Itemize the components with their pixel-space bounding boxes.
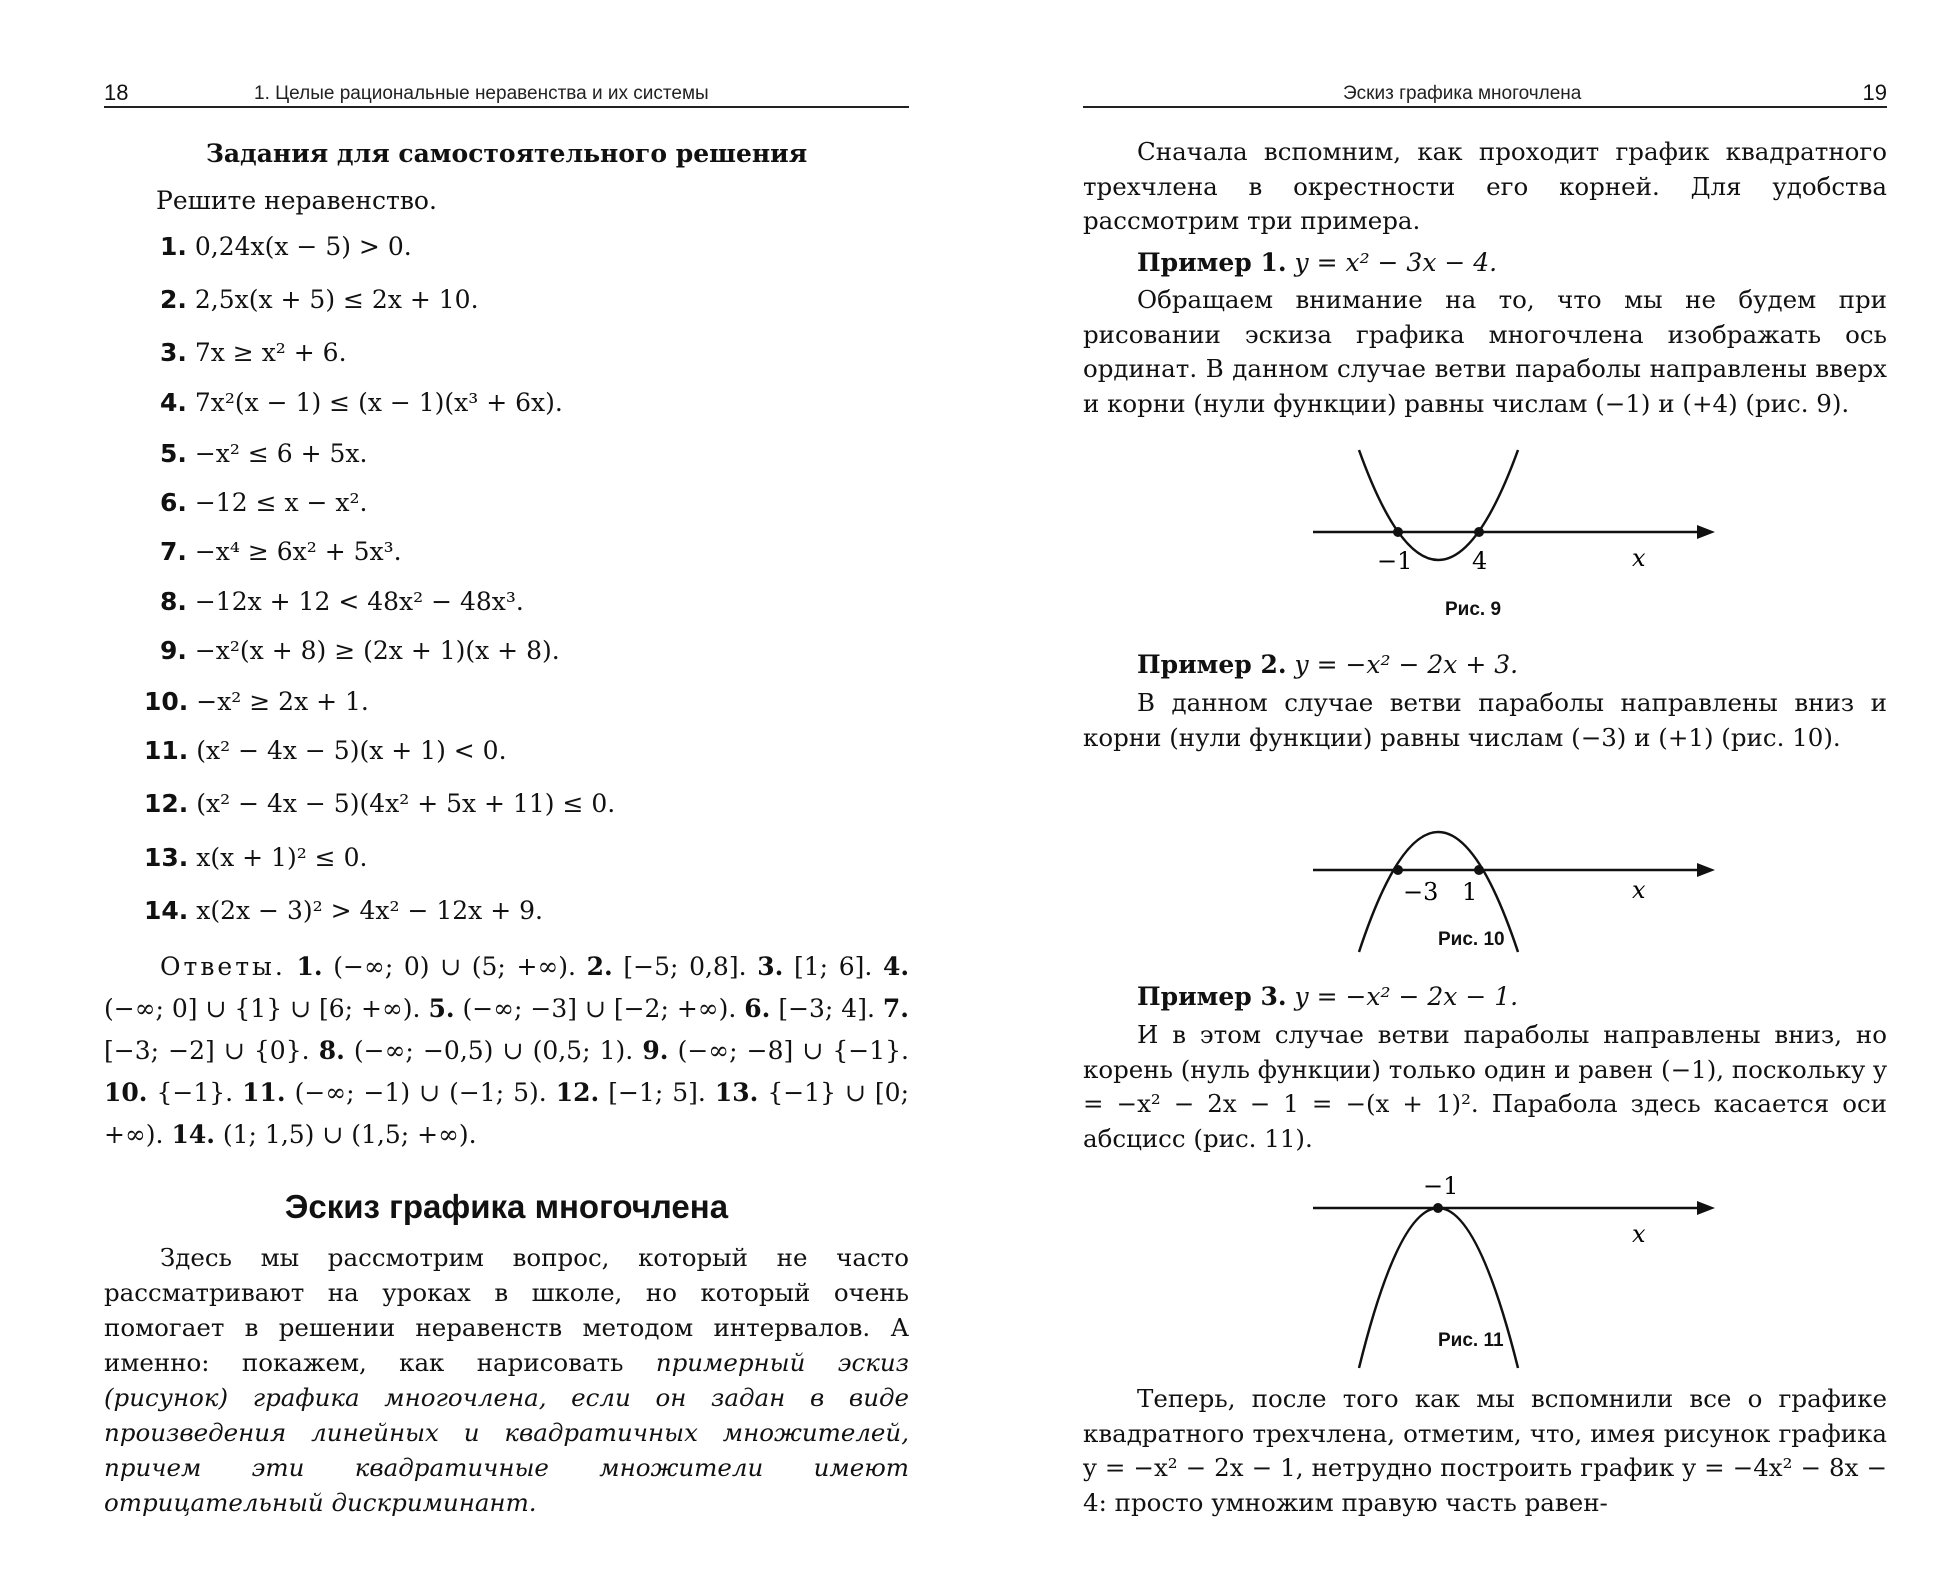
example-2-paragraph: В данном случае ветви параболы направлены вниз и корни (нули функции) равны числам (−3) и (+1) (рис. 10). [1083, 688, 1887, 752]
problem-item: 12. (x² − 4x − 5)(4x² + 5x + 11) ≤ 0. [144, 789, 616, 818]
root-label: −3 [1403, 878, 1439, 906]
problem-item: 11. (x² − 4x − 5)(x + 1) < 0. [144, 736, 507, 765]
parabola-curve [1359, 450, 1518, 560]
example-1-title: Пример 1. y = x² − 3x − 4. [1137, 248, 1498, 277]
problem-item: 14. x(2x − 3)² > 4x² − 12x + 9. [144, 896, 543, 925]
root-point [1393, 865, 1403, 875]
problem-item: 13. x(x + 1)² ≤ 0. [144, 843, 368, 872]
root-label: 1 [1462, 878, 1478, 906]
x-axis-arrow [1697, 1201, 1715, 1215]
problem-item: 8. −12x + 12 < 48x² − 48x³. [160, 587, 524, 616]
final-paragraph: Теперь, после того как мы вспомнили все о графике квадратного трехчлена, отметим, что, имея рисунок графика y = −x² − 2x − 1, нетрудно построить график y = −4x² − 8x − 4: просто умножим правую часть равен- [1083, 1384, 1887, 1517]
figure-11 [1313, 1170, 1733, 1370]
problem-item: 2. 2,5x(x + 5) ≤ 2x + 10. [160, 285, 479, 314]
axis-label: x [1632, 544, 1646, 572]
problem-item: 10. −x² ≥ 2x + 1. [144, 687, 369, 716]
right-running-head [1083, 78, 1887, 108]
left-running-head [104, 78, 909, 108]
figure-10 [1313, 795, 1733, 965]
exercises-heading: Задания для самостоятельного решения [205, 139, 808, 168]
answers-block: Ответы. 1. (−∞; 0) ∪ (5; +∞). 2. [−5; 0,8]. 3. [1; 6]. 4. (−∞; 0] ∪ {1} ∪ [6; +∞). 5. (−∞; −3] ∪ [−2; +∞). 6. [−3; 4]. 7. [−3; −2] ∪ {0}. 8. (−∞; −0,5) ∪ (0,5; 1). 9. (−∞; −8] ∪ {−1}. 10. {−1}. 11. (−∞; −1) ∪ (−1; 5). 12. [−1; 5]. 13. {−1} ∪ [0; +∞). 14. (1; 1,5) ∪ (1,5; +∞). [104, 952, 910, 1149]
axis-label: x [1632, 1220, 1646, 1248]
right-page [1083, 0, 1887, 1569]
root-point [1474, 865, 1484, 875]
figure-9-caption: Рис. 9 [1445, 599, 1502, 620]
root-point [1433, 1203, 1443, 1213]
problem-item: 1. 0,24x(x − 5) > 0. [160, 232, 412, 261]
right-page-number: 19 [1862, 80, 1887, 105]
left-running-head-text: 1. Целые рациональные неравенства и их системы [254, 83, 709, 104]
answers-label: Ответы. [160, 952, 286, 981]
root-label: −1 [1423, 1172, 1459, 1200]
problem-item: 4. 7x²(x − 1) ≤ (x − 1)(x³ + 6x). [160, 388, 563, 417]
problem-item: 5. −x² ≤ 6 + 5x. [160, 439, 368, 468]
example-1-paragraph: Обращаем внимание на то, что мы не будем при рисовании эскиза графика многочлена изображать ось ординат. В данном случае ветви параболы направлены вверх и корни (нули функции) равны числам (−1) и (+4) (рис. 9). [1083, 285, 1887, 418]
example-3-title: Пример 3. y = −x² − 2x − 1. [1137, 982, 1519, 1011]
figure-11-caption: Рис. 11 [1438, 1330, 1504, 1351]
root-point [1393, 527, 1403, 537]
problem-item: 7. −x⁴ ≥ 6x² + 5x³. [160, 537, 402, 566]
left-page [104, 0, 909, 1569]
x-axis-arrow [1697, 525, 1715, 539]
figure-9 [1313, 445, 1733, 625]
problem-item: 9. −x²(x + 8) ≥ (2x + 1)(x + 8). [160, 636, 560, 665]
exercises-instruction: Решите неравенство. [156, 186, 437, 215]
example-2-title: Пример 2. y = −x² − 2x + 3. [1137, 650, 1519, 679]
section-intro-paragraph: Здесь мы рассмотрим вопрос, который не часто рассматривают на уроках в школе, но который очень помогает в решении неравенств методом интервалов. А именно: покажем, как нарисовать примерный эскиз (рисунок) графика многочлена, если он задан в виде произведения линейных и квадратичных множителей, причем эти квадратичные множители имеют отрицательный дискриминант. [104, 1243, 909, 1517]
problem-item: 3. 7x ≥ x² + 6. [160, 338, 347, 367]
problem-item: 6. −12 ≤ x − x². [160, 488, 368, 517]
root-label: −1 [1377, 547, 1413, 575]
x-axis-arrow [1697, 863, 1715, 877]
left-page-number: 18 [104, 80, 129, 105]
example-3-paragraph: И в этом случае ветви параболы направлены вниз, но корень (нуль функции) только один и равен (−1), поскольку y = −x² − 2x − 1 = −(x + 1)². Парабола здесь касается оси абсцисс (рис. 11). [1083, 1020, 1887, 1153]
root-point [1474, 527, 1484, 537]
right-running-head-text: Эскиз графика многочлена [1343, 83, 1582, 104]
axis-label: x [1632, 876, 1646, 904]
figure-10-caption: Рис. 10 [1438, 929, 1505, 950]
intro-paragraph: Сначала вспомним, как проходит график квадратного трехчлена в окрестности его корней. Для удобства рассмотрим три примера. [1083, 137, 1887, 235]
root-label: 4 [1472, 547, 1488, 575]
section-title: Эскиз графика многочлена [284, 1188, 729, 1225]
